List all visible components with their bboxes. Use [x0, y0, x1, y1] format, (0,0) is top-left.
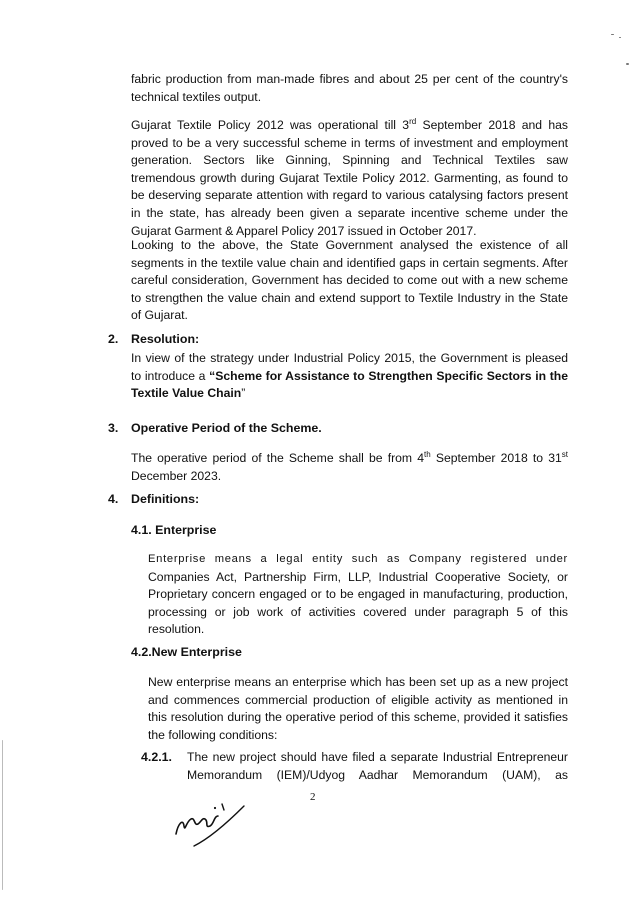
policy-paragraph: Gujarat Textile Policy 2012 was operational till 3rd September 2018 and has proved to be a very successful scheme in terms of investment and employment generation. Sectors like Ginning, Spinning and Technical Textiles saw tremendous growth during Gujarat Textile Policy 2012. Garmenting, as found to be deserving separate attention with regard to various catalysing factors present in the state, has already been given a separate incentive scheme under the Gujarat Garment & Apparel Policy 2017 issued in October 2017.: [131, 116, 568, 238]
subsection-4-1-title: 4.1. Enterprise: [131, 523, 217, 537]
enterprise-rest: Companies Act, Partnership Firm, LLP, Industrial Cooperative Society, or Proprietary concern engaged or to be engaged in manufacturing, production, processing or job work of activities covered under paragraph 5 of this resolution.: [148, 569, 568, 637]
intro-line-1: fabric production from man-made fibres and about 25 per cent of the country's: [131, 72, 568, 86]
scheme-name: “Scheme for Assistance to Strengthen Specific Sectors in the Textile Value Chain: [131, 368, 568, 401]
section-2-number: 2.: [108, 332, 119, 346]
new-enterprise-paragraph: New enterprise means an enterprise which has been set up as a new project and commences commercial production of eligible activity as mentioned in this resolution during the operative period of this scheme, provided it satisfies the following conditions:: [148, 675, 568, 742]
subsection-4-2-1-number: 4.2.1.: [141, 750, 173, 764]
page-number: 2: [310, 791, 316, 803]
section-4-title: Definitions:: [131, 492, 200, 506]
intro-line-2: technical textiles output.: [131, 89, 262, 104]
section-3-number: 3.: [108, 421, 119, 435]
section-4-number: 4.: [108, 492, 119, 506]
resolution-paragraph: In view of the strategy under Industrial Policy 2015, the Government is pleased to introduce a “Scheme for Assistance to Strengthen Specific Sectors in the Textile Value Chain”: [131, 351, 568, 401]
signature: [170, 796, 260, 854]
operative-period-paragraph: The operative period of the Scheme shall be from 4th September 2018 to 31st December 2023.: [131, 449, 568, 483]
looking-paragraph: Looking to the above, the State Government analysed the existence of all segments in the textile value chain and identified gaps in certain segments. After careful consideration, Government has decided to come out with a new scheme to strengthen the value chain and extend support to Textile Industry in the State of Gujarat.: [131, 238, 568, 323]
section-3-title: Operative Period of the Scheme.: [131, 421, 322, 435]
subsection-4-2-title: 4.2.New Enterprise: [131, 645, 242, 659]
enterprise-lead-line: Enterprise means a legal entity such as Company registered under: [148, 553, 568, 565]
enterprise-paragraph: [148, 551, 568, 639]
intro-paragraph: [131, 71, 568, 106]
subsection-4-2-1-text: The new project should have filed a separate Industrial Entrepreneur Memorandum (IEM)/Udyog Aadhar Memorandum (UAM), as: [187, 750, 568, 782]
section-2-title: Resolution:: [131, 332, 200, 346]
